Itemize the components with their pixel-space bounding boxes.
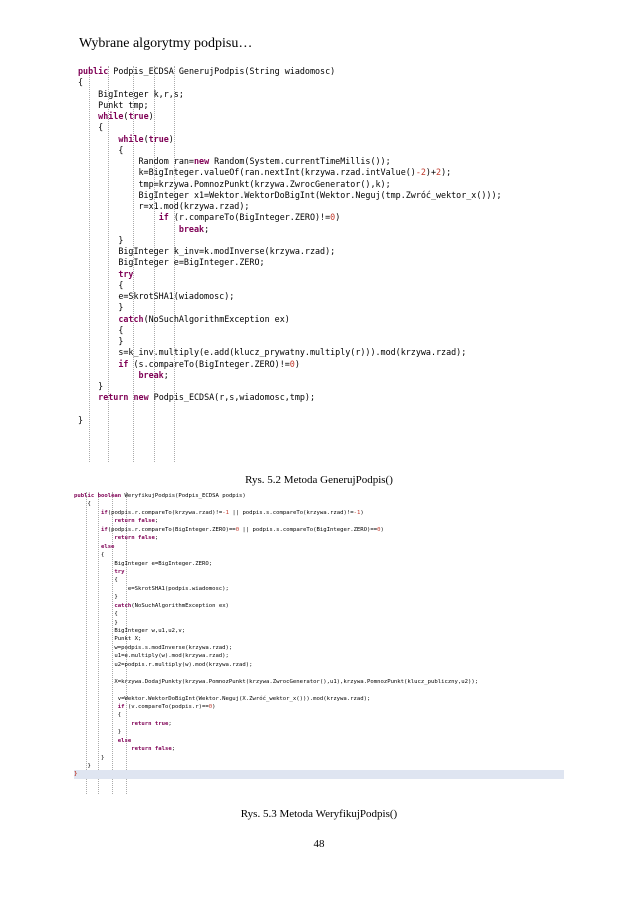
code-line: while(true) — [98, 111, 154, 121]
code-line: } — [74, 619, 118, 626]
code-line: BigInteger k_inv=k.modInverse(krzywa.rzad); — [78, 246, 336, 256]
code-line: w=podpis.s.modInverse(krzywa.rzad); — [74, 644, 233, 651]
code-line: BigInteger k,r,s; — [78, 88, 184, 99]
code-line: else — [100, 543, 115, 550]
code-line: s=k_inv.multiply(e.add(klucz_prywatny.multiply(r))).mod(krzywa.rzad); — [78, 347, 467, 358]
code-line — [78, 404, 568, 415]
code-line: } — [74, 754, 105, 761]
code-line: { — [78, 324, 124, 335]
figure-caption-5-3: Rys. 5.3 Metoda WeryfikujPodpis() — [240, 808, 398, 820]
code-line: } — [74, 729, 122, 736]
code-line: Punkt X; — [74, 636, 142, 643]
code-line: } — [78, 302, 124, 313]
code-line: { — [74, 552, 105, 559]
code-line: } — [78, 414, 84, 425]
code-line: { — [74, 611, 118, 618]
code-line: { — [78, 279, 124, 290]
code-line: } — [74, 770, 564, 778]
code-line: X=krzywa.DodajPunkty(krzywa.PomnozPunkt(krzywa.ZwrocGenerator(),u1),krzywa.PomnozPunkt(klucz_publiczny,u2)); — [74, 678, 479, 685]
page-number: 48 — [313, 838, 325, 850]
code-line: break; — [178, 223, 210, 234]
code-line: catch(NoSuchAlgorithmException ex) — [118, 313, 290, 324]
code-line: return true; — [131, 720, 172, 727]
code-line: if(podpis.r.compareTo(BigInteger.ZERO)==0 || podpis.s.compareTo(BigInteger.ZERO)==0) — [100, 526, 384, 533]
code-line: } — [78, 336, 124, 346]
code-line: } — [74, 763, 91, 769]
code-listing-generuj-podpis — [78, 66, 568, 462]
code-line: else — [117, 737, 132, 744]
code-line: r=x1.mod(krzywa.rzad); — [78, 201, 250, 211]
code-line: tmp=krzywa.PomnozPunkt(krzywa.ZwrocGenerator(),k); — [78, 178, 391, 189]
code-line: if(podpis.r.compareTo(krzywa.rzad)!=-1 || podpis.s.compareTo(krzywa.rzad)!=-1) — [100, 509, 364, 516]
code-line: return false; — [131, 746, 176, 753]
page-header: Wybrane algorytmy podpisu… — [79, 36, 253, 51]
code-line — [74, 669, 564, 677]
code-line: BigInteger e=BigInteger.ZERO; — [78, 257, 265, 268]
code-line: public boolean WeryfikujPodpis(Podpis_ECDSA podpis) — [74, 493, 246, 499]
code-line: } — [78, 381, 104, 391]
figure-caption-5-2: Rys. 5.2 Metoda GenerujPodpis() — [245, 474, 393, 486]
code-line: { — [78, 144, 124, 155]
code-line: BigInteger e=BigInteger.ZERO; — [74, 560, 213, 567]
code-line: v=Wektor.WektorDoBigInt(Wektor.Neguj(X.Zwróć_wektor_x())).mod(krzywa.rzad); — [74, 695, 371, 702]
code-line: if (r.compareTo(BigInteger.ZERO)!=0) — [158, 212, 341, 223]
code-line: BigInteger x1=Wektor.WektorDoBigInt(Wektor.Neguj(tmp.Zwróć_wektor_x())); — [78, 189, 502, 200]
code-line: public Podpis_ECDSA GenerujPodpis(String wiadomosc) — [78, 66, 336, 76]
code-line: { — [78, 122, 104, 133]
code-line: break; — [138, 369, 169, 380]
code-line: return new Podpis_ECDSA(r,s,wiadomosc,tmp); — [98, 392, 316, 403]
code-line: { — [74, 577, 118, 584]
code-line: u2=podpis.r.multiply(w).mod(krzywa.rzad); — [74, 661, 253, 668]
code-line: u1=e.multiply(w).mod(krzywa.rzad); — [74, 653, 229, 660]
code-line: Punkt tmp; — [78, 99, 149, 110]
code-line: BigInteger w,u1,u2,v; — [74, 628, 186, 634]
code-line: try — [114, 568, 125, 575]
code-line: { — [74, 712, 122, 719]
code-line: while(true) — [118, 133, 174, 144]
code-line: if (s.compareTo(BigInteger.ZERO)!=0) — [118, 358, 300, 369]
code-line: } — [78, 234, 124, 245]
code-line: k=BigInteger.valueOf(ran.nextInt(krzywa.rzad.intValue()-2)+2); — [78, 167, 452, 178]
code-line: return false; — [114, 535, 159, 542]
code-line: { — [74, 501, 91, 508]
code-line: return false; — [114, 518, 159, 525]
code-line: } — [74, 594, 118, 601]
code-line: try — [118, 268, 134, 279]
code-line: Random ran=new Random(System.currentTimeMillis()); — [78, 156, 391, 166]
code-line — [74, 686, 564, 694]
code-line: if (v.compareTo(podpis.r)==0) — [117, 703, 216, 710]
code-line: e=SkrotSHA1(podpis.wiadomosc); — [74, 585, 229, 592]
code-listing-weryfikuj-podpis — [74, 492, 564, 794]
code-line: catch(NoSuchAlgorithmException ex) — [114, 602, 229, 609]
code-line: e=SkrotSHA1(wiadomosc); — [78, 291, 235, 301]
code-line: { — [78, 77, 84, 88]
